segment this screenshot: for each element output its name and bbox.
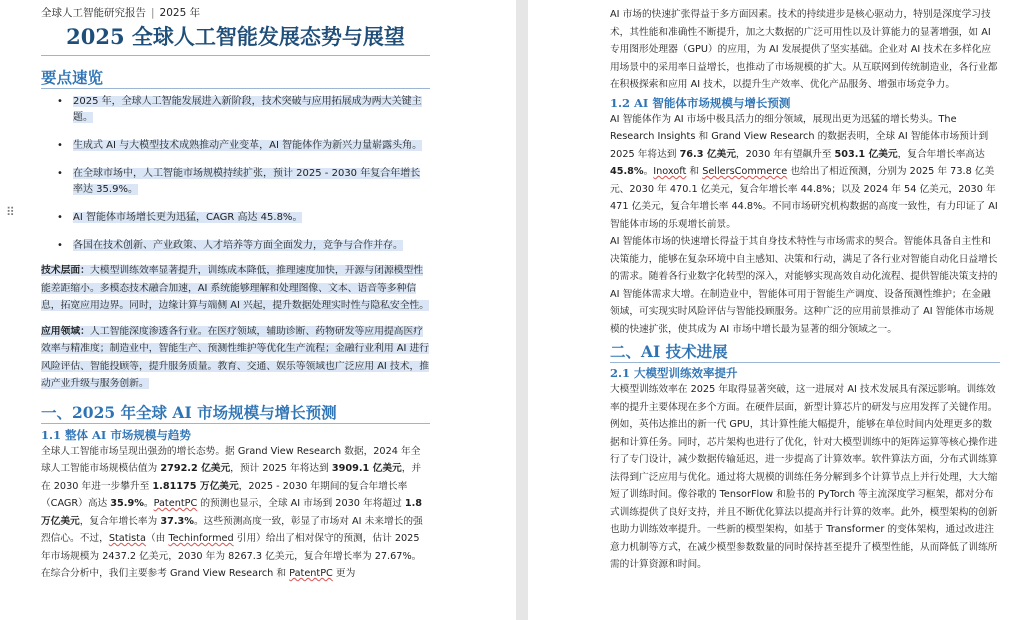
section1-sub2-paragraph-2: AI 智能体市场的快速增长得益于其自身技术特性与市场需求的契合。智能体具备自主性和决策能力，能够在复杂环境中自主感知、决策和行动，满足了各行业对智能自动化日益增长的需求。随着各行业数字化转型的深入，对能够实现高效自动化流程、提供智能决策支持的 AI 智能体需求大增。在制造业中，智能体可用于智能生产调度、设备预测性维护；在金融领域，可实现实时风险评估与智能投顾服务。这种广泛的应用前景推动了 AI 智能体市场规模的快速扩张，使其成为 AI 市场中增长最为显著的细分领域之一。 [610,236,998,335]
tech-paragraph [41,262,430,315]
list-item: • 2025 年，全球人工智能发展进入新阶段，技术突破与应用拓展成为两大关键主题。 [41,94,430,126]
header-year: 2025 年 [159,7,201,19]
application-text: 人工智能深度渗透各行业。在医疗领域，辅助诊断、药物研发等应用提高医疗效率与精准度；制造业中，智能生产、预测性维护等优化生产流程；金融行业利用 AI 进行风险评估、智能投顾等，提升服务质量。教育、交通、娱乐等领域也广泛应用 AI 技术，推动产业升级与服务创新。 [41,325,430,389]
section1-sub1-paragraph: 全球人工智能市场呈现出强劲的增长态势。据 Grand View Research 数据，2024 年全球人工智能市场规模估值为 2792.2 亿美元，预计 2025 年将达到 3909.1 亿美元，并在 2030 年进一步攀升至 1.81175 万亿美元，2025 - 2030 年期间的复合年增长率（CAGR）高达 35.9%。PatentPC 的预测也显示，全球 AI 市场到 2030 年将超过 1.8 万亿美元，复合年增长率为 37.3%。这些预测高度一致，彰显了市场对 AI 未来增长的强烈信心。不过，Statista（由 Techinformed 引用）给出了相对保守的预测，估计 2025 年市场规模为 2437.2 亿美元，2030 年为 8267.3 亿美元，复合年增长率为 27.67%。在综合分析中，我们主要参考 Grand View Research 和 PatentPC 更为 [41,445,423,579]
section1-sub2-paragraph: AI 智能体作为 AI 市场中极具活力的细分领域，展现出更为迅猛的增长势头。The Research Insights 和 Grand View Research 的数据表明，全球 AI 智能体市场预计到 2025 年将达到 76.3 亿美元，2030 年有望飙升至 503.1 亿美元，复合年增长率高达 45.8%。Inoxoft 和 SellersCommerce 也给出了相近预测，分别为 2025 年 73.8 亿美元、2030 年 470.1 亿美元，复合年增长率 44.8%；以及 2024 年 54 亿美元，2030 年 471 亿美元，复合年增长率 44.8%。不同市场研究机构数据的高度一致性，有力印证了 AI 智能体市场的乐观增长前景。 [610,113,998,230]
document-title: 2025 全球人工智能发展态势与展望 [41,23,430,56]
section1-sub1-heading: 1.1 整体 AI 市场规模与趋势 [41,427,191,442]
list-item: • 各国在技术创新、产业政策、人才培养等方面全面发力，竞争与合作并存。 [41,238,430,254]
tech-text: 大模型训练效率显著提升，训练成本降低，推理速度加快，开源与闭源模型性能差距缩小。多模态技术融合加速，AI 系统能够理解和处理图像、文本、语音等多种信息，拓宽应用边界。同时，边缘计算与端侧 AI 兴起，提升数据处理实时性与隐私安全性。 [41,265,430,311]
section2-sub1-paragraph: 大模型训练效率在 2025 年取得显著突破，这一进展对 AI 技术发展具有深远影响。训练效率的提升主要体现在多个方面。在硬件层面，新型计算芯片的研发与应用发挥了关键作用。例如，英伟达推出的新一代 GPU，其计算性能大幅提升，能够在单位时间内处理更多的数据和计算任务。同时，芯片架构也进行了优化，针对大模型训练中的矩阵运算等核心操作进行了专门设计，减少数据传输延迟，进一步提高了计算效率。软件算法方面，分布式训练算法得到广泛应用与优化。通过将大规模的训练任务分解到多个计算节点上并行处理，大大缩短了训练时间。像谷歌的 TensorFlow 和脸书的 PyTorch 等主流深度学习框架，都对分布式训练提供了良好支持，并且不断优化算法以提高并行计算的效率。此外，模型架构的创新也助力训练效率提升。一些新的模型架构，如基于 Transformer 的变体架构，通过改进注意力机制等方式，在减少模型参数数量的同时保持甚至提升了模型性能，从而降低了训练所需的计算资源和时间。 [610,384,998,570]
section2-heading: 二、AI 技术进展 [610,342,1000,363]
application-label: 应用领域： [41,325,90,337]
page-header: 全球人工智能研究报告 | 2025 年 [41,7,201,19]
header-org: 全球人工智能研究报告 [41,7,146,19]
application-paragraph [41,323,430,393]
block-drag-handle-icon[interactable]: ⠿ [6,205,13,219]
summary-bullet-list [41,94,430,254]
list-item: • AI 智能体市场增长更为迅猛，CAGR 高达 45.8%。 [41,210,430,226]
section1-continued-paragraph: AI 市场的快速扩张得益于多方面因素。技术的持续进步是核心驱动力，特别是深度学习技术，其性能和准确性不断提升，加之大数据的广泛可用性以及计算能力的显著增强，如 AI 专用图形处理器（GPU）的应用，为 AI 发展提供了坚实基础。企业对 AI 技术在多样化应用场景中的采用率日益增长，也推动了市场规模的扩大。从互联网到传统制造业，各行业都在积极探索和应用 AI 技术，以提升生产效率、优化产品服务、增强市场竞争力。 [610,9,998,90]
summary-heading: 要点速览 [41,68,430,89]
list-item: • 生成式 AI 与大模型技术成熟推动产业变革，AI 智能体作为新兴力量崭露头角。 [41,138,430,154]
section1-sub2-heading: 1.2 AI 智能体市场规模与增长预测 [610,95,791,110]
tech-label: 技术层面： [41,265,90,276]
section1-heading: 一、2025 年全球 AI 市场规模与增长预测 [41,403,430,424]
list-item: • 在全球市场中，人工智能市场规模持续扩张，预计 2025 - 2030 年复合年增长率达 35.9%。 [41,166,430,198]
section2-sub1-heading: 2.1 大模型训练效率提升 [610,366,738,380]
document-page-right [528,0,1024,620]
